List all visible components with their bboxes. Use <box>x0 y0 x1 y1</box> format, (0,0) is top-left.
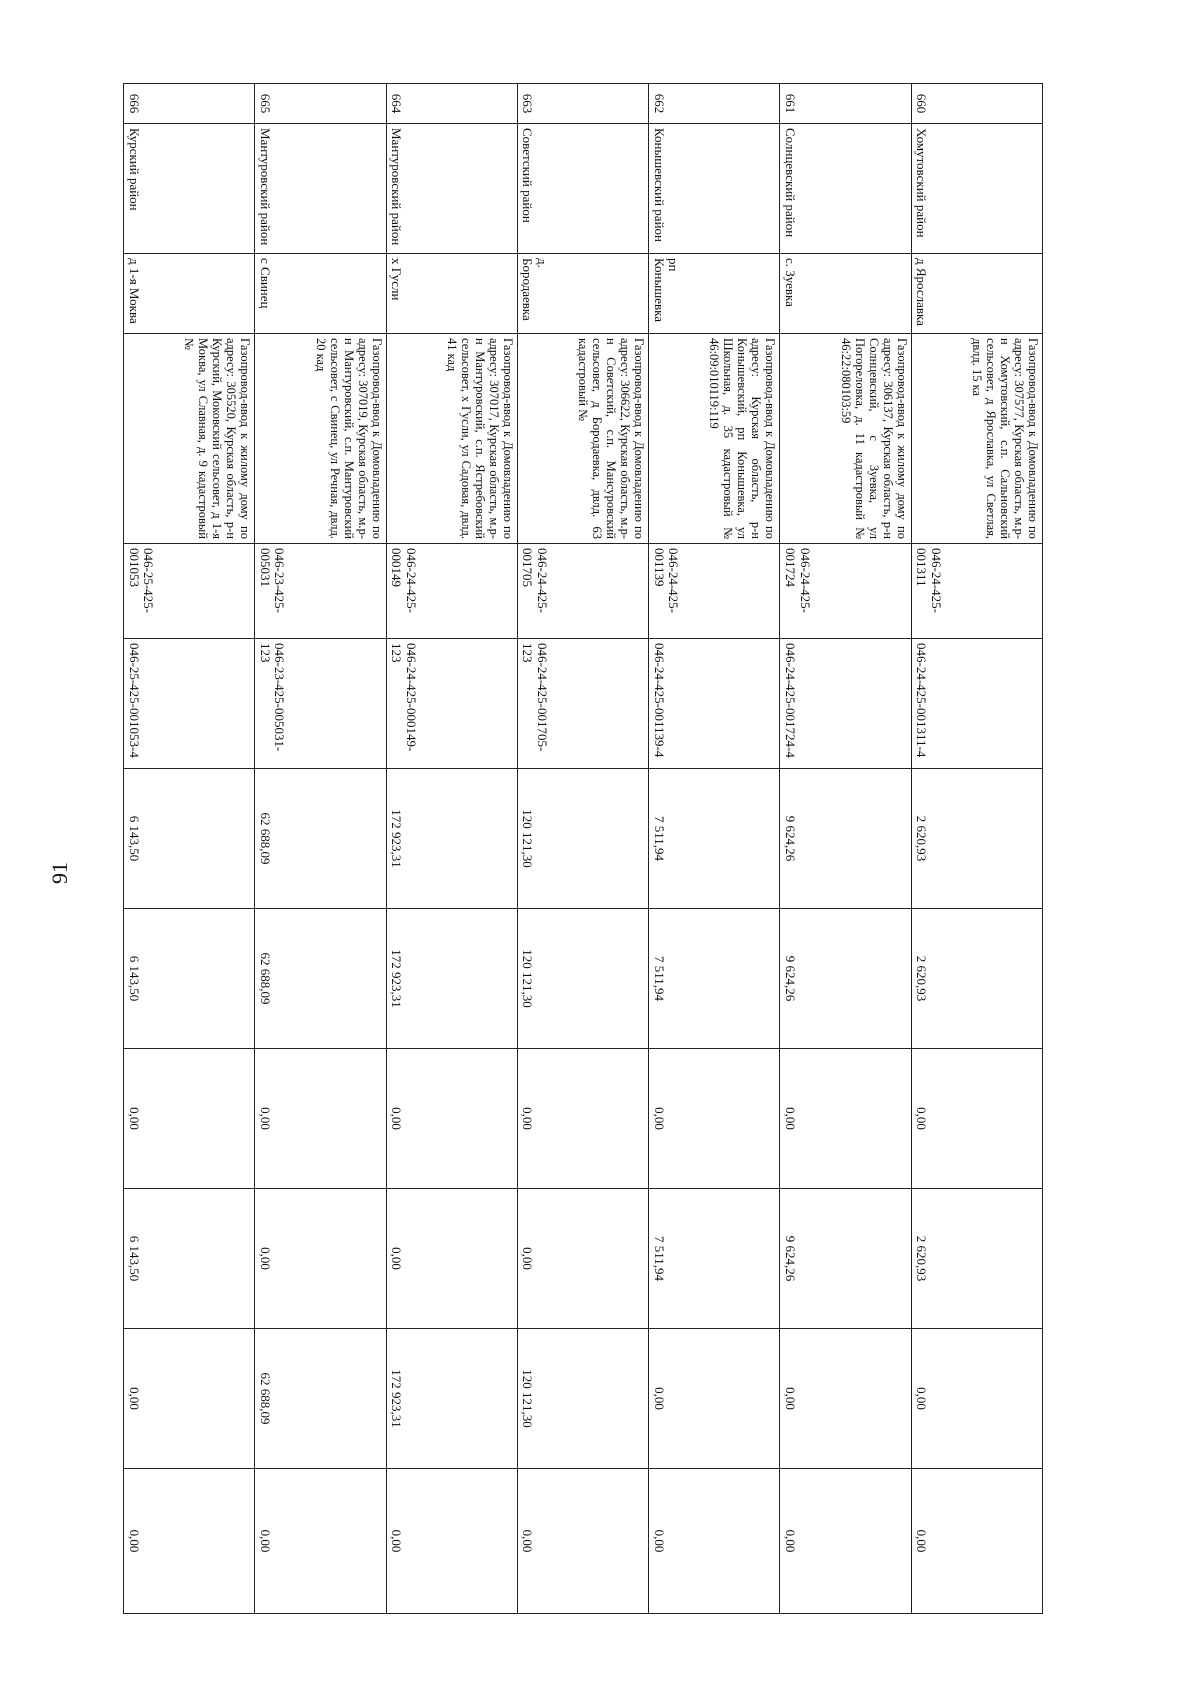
object-code-cell: 046-24-425-001724 <box>780 544 911 639</box>
district-cell: Солнцевский район <box>780 124 911 254</box>
value-cell-6: 0,00 <box>255 1469 386 1614</box>
value-cell-4: 6 143,50 <box>124 1189 255 1329</box>
row-number: 664 <box>386 84 517 124</box>
row-number: 661 <box>780 84 911 124</box>
inventory-code-cell: 046-24-425-001705-123 <box>517 639 648 769</box>
value-cell-4: 7 511,94 <box>649 1189 780 1329</box>
district-cell: Хомутовский район <box>911 124 1042 254</box>
value-cell-3: 0,00 <box>649 1049 780 1189</box>
value-cell-5: 0,00 <box>911 1329 1042 1469</box>
value-cell-3: 0,00 <box>124 1049 255 1189</box>
description-cell: Газопровод-ввод к Домовладению по адресу: 306622, Курская область, м.р-н Советский, с.п. Мансуровский сельсовет, д Бородаевка, двлд. 63 кадастровый № <box>517 334 648 544</box>
table-body <box>124 84 1043 1614</box>
value-cell-6: 0,00 <box>911 1469 1042 1614</box>
value-cell-4: 0,00 <box>517 1189 648 1329</box>
inventory-code-cell: 046-23-425-005031-123 <box>255 639 386 769</box>
value-cell-6: 0,00 <box>649 1469 780 1614</box>
settlement-cell: с. Зуевка <box>780 254 911 334</box>
district-cell: Мантуровский район <box>255 124 386 254</box>
object-code-cell: 046-25-425-001053 <box>124 544 255 639</box>
value-cell-2: 9 624,26 <box>780 909 911 1049</box>
value-cell-5: 172 923,31 <box>386 1329 517 1469</box>
value-cell-2: 172 923,31 <box>386 909 517 1049</box>
settlement-cell: рп Конышевка <box>649 254 780 334</box>
value-cell-4: 9 624,26 <box>780 1189 911 1329</box>
settlement-cell: д. Бородаевка <box>517 254 648 334</box>
value-cell-5: 62 688,09 <box>255 1329 386 1469</box>
settlement-cell: д 1-я Моква <box>124 254 255 334</box>
district-cell: Курский район <box>124 124 255 254</box>
table-row <box>780 84 911 1614</box>
district-cell: Мантуровский район <box>386 124 517 254</box>
value-cell-6: 0,00 <box>517 1469 648 1614</box>
description-cell: Газопровод-ввод к жилому дому по адресу: 305520, Курская область, р-н Курский, Моковский сельсовет, д 1-я Моква, ул Славная, д. 9 кадастровый № <box>124 334 255 544</box>
description-cell: Газопровод-ввод к Домовладению по адресу: 307577, Курская область, м.р-н Хомутовский, с.п. Сальновский сельсовет, д Ярославка, ул Светлая, двлд. 15 ка <box>911 334 1042 544</box>
table-row <box>124 84 255 1614</box>
inventory-code-cell: 046-24-425-001311-4 <box>911 639 1042 769</box>
object-code-cell: 046-24-425-001705 <box>517 544 648 639</box>
value-cell-3: 0,00 <box>255 1049 386 1189</box>
object-code-cell: 046-24-425-001139 <box>649 544 780 639</box>
description-cell: Газопровод-ввод к Домовладению по адресу: Курская область, р-н Конышевский, рп Конышевка, ул Школьная, д. 35 кадастровый № 46:09:010119:119 <box>649 334 780 544</box>
page-number: 91 <box>47 862 72 884</box>
value-cell-4: 0,00 <box>386 1189 517 1329</box>
value-cell-6: 0,00 <box>386 1469 517 1614</box>
value-cell-4: 2 620,93 <box>911 1189 1042 1329</box>
description-cell: Газопровод-ввод к Домовладению по адресу: 307019, Курская область, м.р-н Мантуровский, с.п. Мантуровский сельсовет, с Свинец, ул Речная, двлд. 20 кад <box>255 334 386 544</box>
value-cell-5: 0,00 <box>649 1329 780 1469</box>
object-code-cell: 046-24-425-001311 <box>911 544 1042 639</box>
value-cell-1: 2 620,93 <box>911 769 1042 909</box>
value-cell-3: 0,00 <box>780 1049 911 1189</box>
inventory-code-cell: 046-24-425-001139-4 <box>649 639 780 769</box>
row-number: 662 <box>649 84 780 124</box>
value-cell-1: 9 624,26 <box>780 769 911 909</box>
value-cell-1: 62 688,09 <box>255 769 386 909</box>
value-cell-2: 120 121,30 <box>517 909 648 1049</box>
inventory-code-cell: 046-24-425-001724-4 <box>780 639 911 769</box>
value-cell-3: 0,00 <box>517 1049 648 1189</box>
district-cell: Конышевский район <box>649 124 780 254</box>
inventory-code-cell: 046-25-425-001053-4 <box>124 639 255 769</box>
value-cell-5: 120 121,30 <box>517 1329 648 1469</box>
table-row <box>255 84 386 1614</box>
district-cell: Советский район <box>517 124 648 254</box>
value-cell-6: 0,00 <box>124 1469 255 1614</box>
value-cell-4: 0,00 <box>255 1189 386 1329</box>
value-cell-5: 0,00 <box>780 1329 911 1469</box>
table-container <box>123 83 1043 1613</box>
object-code-cell: 046-24-425-000149 <box>386 544 517 639</box>
value-cell-1: 6 143,50 <box>124 769 255 909</box>
description-cell: Газопровод-ввод к жилому дому по адресу: 306137, Курская область, р-н Солнцевский, с Зуевка, ул Погореловка, д. 11 кадастровый № 46:22:080103:59 <box>780 334 911 544</box>
table-row <box>386 84 517 1614</box>
value-cell-1: 7 511,94 <box>649 769 780 909</box>
settlement-cell: х Гусли <box>386 254 517 334</box>
settlement-cell: д Ярославка <box>911 254 1042 334</box>
row-number: 666 <box>124 84 255 124</box>
value-cell-6: 0,00 <box>780 1469 911 1614</box>
object-code-cell: 046-23-425-005031 <box>255 544 386 639</box>
value-cell-2: 62 688,09 <box>255 909 386 1049</box>
value-cell-3: 0,00 <box>911 1049 1042 1189</box>
value-cell-2: 7 511,94 <box>649 909 780 1049</box>
value-cell-1: 172 923,31 <box>386 769 517 909</box>
row-number: 660 <box>911 84 1042 124</box>
table-row <box>649 84 780 1614</box>
value-cell-3: 0,00 <box>386 1049 517 1189</box>
settlement-cell: с Свинец <box>255 254 386 334</box>
value-cell-2: 2 620,93 <box>911 909 1042 1049</box>
table-row <box>517 84 648 1614</box>
data-table <box>123 83 1043 1614</box>
row-number: 665 <box>255 84 386 124</box>
value-cell-1: 120 121,30 <box>517 769 648 909</box>
value-cell-5: 0,00 <box>124 1329 255 1469</box>
row-number: 663 <box>517 84 648 124</box>
value-cell-2: 6 143,50 <box>124 909 255 1049</box>
inventory-code-cell: 046-24-425-000149-123 <box>386 639 517 769</box>
description-cell: Газопровод-ввод к Домовладению по адресу: 307017, Курская область, м.р-н Мантуровский, с.п. Ястребовский сельсовет, х Гусли, ул Садовая, двлд. 41 кад <box>386 334 517 544</box>
table-row <box>911 84 1042 1614</box>
